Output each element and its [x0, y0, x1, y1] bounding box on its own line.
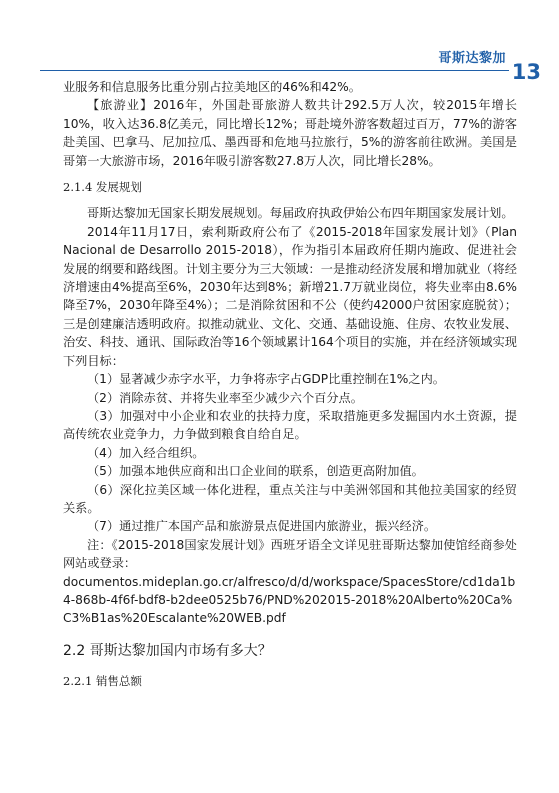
- page-body: [63, 78, 517, 699]
- goals-list: [63, 370, 517, 536]
- page-header: [0, 0, 559, 84]
- goal-item: （2）消除赤贫、并将失业率至少减少六个百分点。: [87, 390, 363, 405]
- page-number: 13: [511, 60, 541, 84]
- goal-item: （6）深化拉美区域一体化进程，重点关注与中美洲邻国和其他拉美国家的经贸关系。: [63, 482, 517, 515]
- goal-item: （4）加入经合组织。: [87, 445, 205, 460]
- plan-url[interactable]: documentos.mideplan.go.cr/alfresco/d/d/workspace/SpacesStore/cd1da1b4-868b-4f6f-bdf8-b2dee0525b76/PND%202015-2018%20Alberto%20Ca%C3%B1as%20Escalante%20WEB.pdf: [63, 574, 516, 626]
- paragraph-tourism: 【旅游业】2016年，外国赴哥旅游人数共计292.5万人次，较2015年增长10%，收入达36.8亿美元，同比增长12%；哥赴境外游客数超过百万，77%的游客赴美国、巴拿马、尼加拉瓜、墨西哥和危地马拉旅行，5%的游客前往欧洲。美国是哥第一大旅游市场，2016年吸引游客数27.8万人次，同比增长28%。: [63, 98, 517, 168]
- subheading-development-plan: 2.1.4 发展规划: [63, 180, 142, 195]
- goal-item: （1）显著减少赤字水平，力争将赤字占GDP比重控制在1%之内。: [87, 372, 445, 387]
- section-heading-domestic-market: 2.2 哥斯达黎加国内市场有多大？: [63, 642, 272, 659]
- paragraph-national-plan: 2014年11月17日，索利斯政府公布了《2015-2018年国家发展计划》（Plan Nacional de Desarrollo 2015-2018），作为指引本届政府任期内施政、促进社会发展的纲要和路线图。计划主要分为三大领域：一是推动经济发展和增加就业（将经济增速由4%提高至6%，2030年达到8%；新增21.7万就业岗位，将失业率由8.6%降至7%，2030年降至4%）；二是消除贫困和不公（使约42000户贫困家庭脱贫）；三是创建廉洁透明政府。拟推动就业、文化、交通、基础设施、住房、农牧业发展、治安、科技、通讯、国际政治等16个领域累计164个项目的实施，并在经济领域实现下列目标：: [63, 224, 517, 368]
- goal-item: （5）加强本地供应商和出口企业间的联系，创造更高附加值。: [87, 464, 424, 479]
- subheading-total-sales: 2.2.1 销售总额: [63, 674, 142, 689]
- header-divider: [40, 70, 509, 71]
- chapter-title: 哥斯达黎加: [438, 51, 506, 66]
- plan-note: 注：《2015-2018国家发展计划》西班牙语全文详见驻哥斯达黎加使馆经商参处网站或登录：: [63, 537, 517, 571]
- paragraph-no-long-term-plan: 哥斯达黎加无国家长期发展规划。每届政府执政伊始公布四年期国家发展计划。: [87, 206, 514, 221]
- paragraph-services: 业服务和信息服务比重分别占拉美地区的46%和42%。: [63, 80, 361, 94]
- goal-item: （7）通过推广本国产品和旅游景点促进国内旅游业，振兴经济。: [87, 519, 437, 534]
- goal-item: （3）加强对中小企业和农业的扶持力度，采取措施更多发掘国内水土资源，提高传统农业竞争力，力争做到粮食自给自足。: [63, 408, 517, 442]
